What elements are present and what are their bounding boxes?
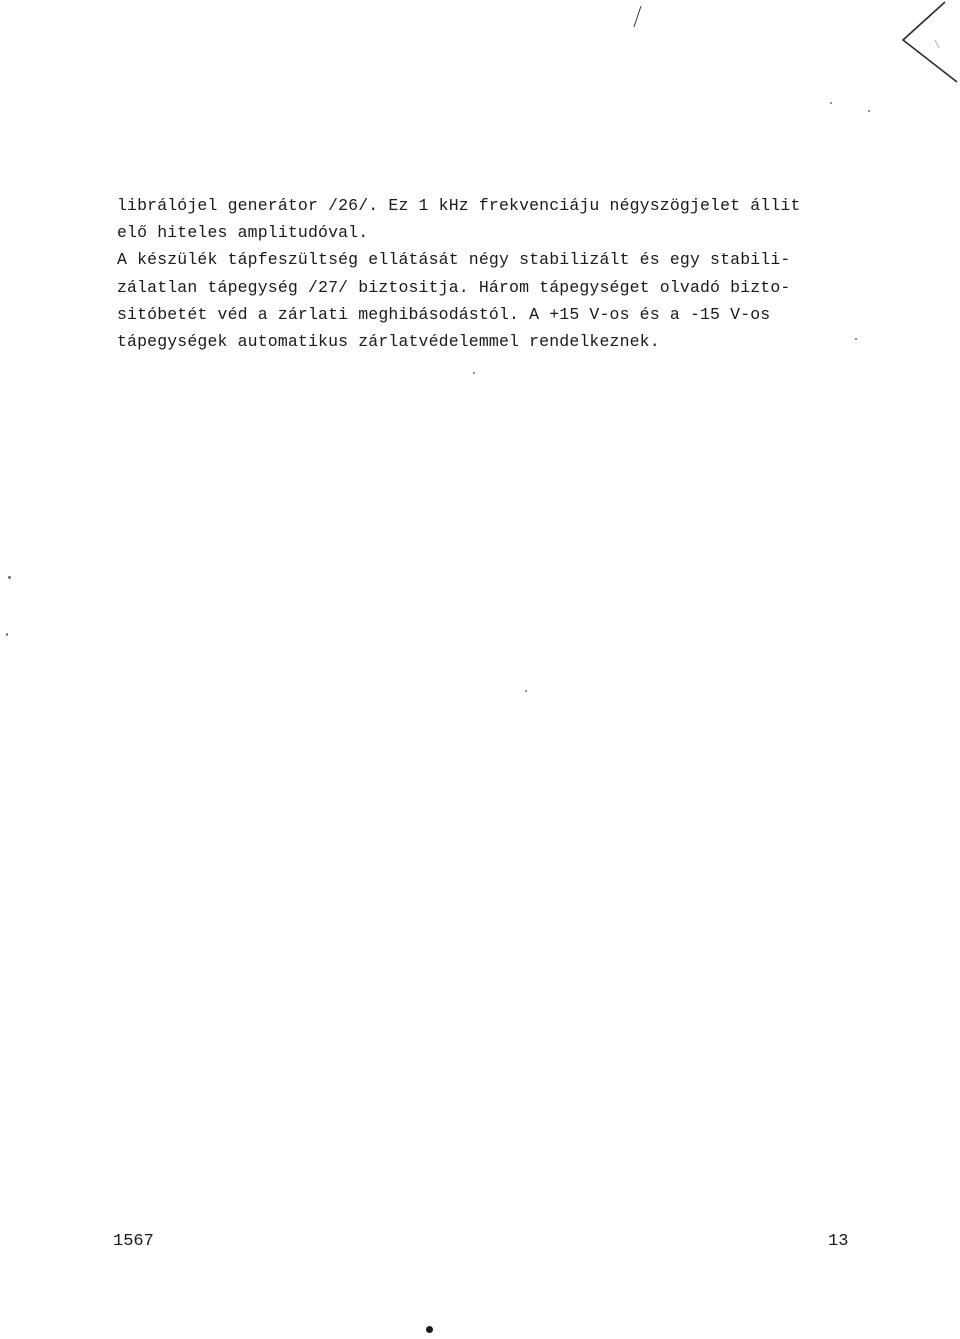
text-line: elő hiteles amplitudóval. <box>117 223 369 243</box>
page-number: 13 <box>828 1232 849 1251</box>
text-line: librálójel generátor /26/. Ez 1 kHz frekvenciáju négyszögjelet állit <box>117 196 801 215</box>
text-line: tápegységek automatikus zárlatvédelemmel rendelkeznek. <box>117 331 660 351</box>
text-line: zálatlan tápegység /27/ biztositja. Három tápegységet olvadó bizto- <box>117 277 791 297</box>
scan-speck <box>473 372 475 374</box>
scan-speck <box>8 576 11 579</box>
scan-speck <box>6 633 8 636</box>
scan-speck <box>855 338 857 340</box>
body-paragraph <box>117 192 847 355</box>
scan-speck <box>868 110 870 112</box>
ink-dot <box>426 1326 433 1333</box>
scan-speck <box>525 690 527 692</box>
text-line: A készülék tápfeszültség ellátását négy stabilizált és egy stabili- <box>117 250 791 270</box>
scan-speck <box>830 102 832 104</box>
text-line: sitóbetét véd a zárlati meghibásodástól. A +15 V-os és a -15 V-os <box>117 304 771 324</box>
corner-fold-mark <box>895 0 960 90</box>
footer-reference-number: 1567 <box>113 1232 154 1251</box>
pen-tick-mark <box>630 5 644 29</box>
